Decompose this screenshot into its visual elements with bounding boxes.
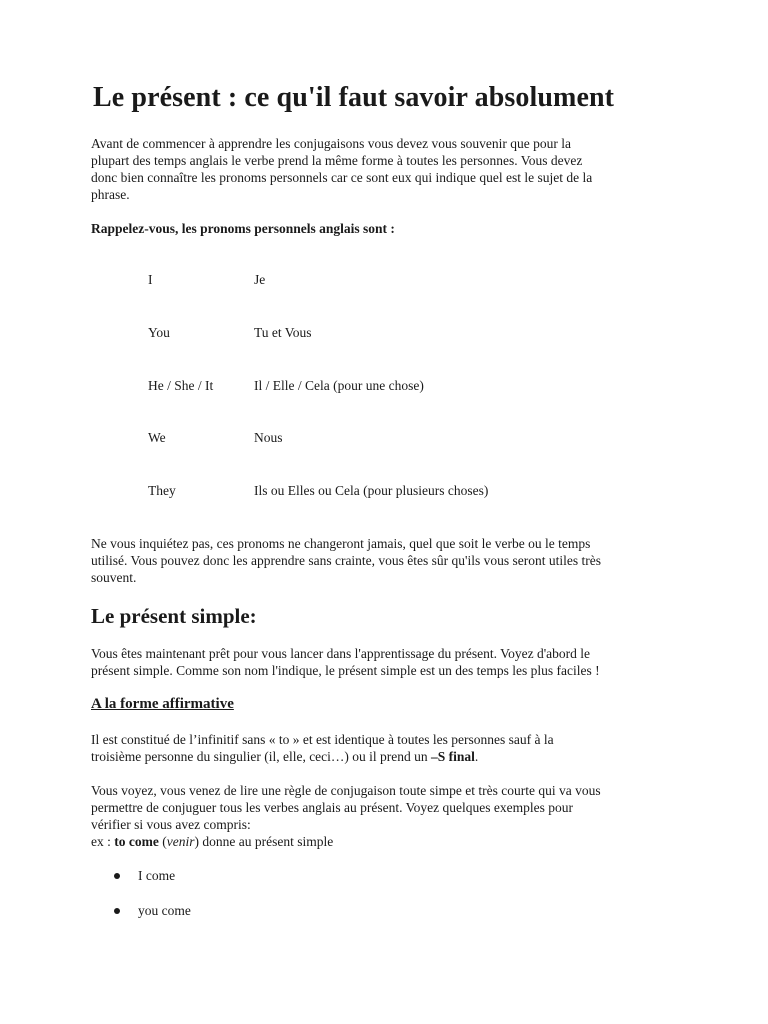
pronoun-english: You	[148, 325, 170, 340]
rule-paragraph	[91, 731, 691, 765]
example-close: ) donne au présent simple	[194, 834, 334, 849]
bullet-icon	[114, 908, 120, 914]
pronoun-french: Ils ou Elles ou Cela (pour plusieurs choses)	[254, 483, 489, 498]
list-item-text: I come	[138, 868, 176, 883]
pronoun-row	[148, 272, 648, 290]
page-title: Le présent : ce qu'il faut savoir absolument	[93, 82, 615, 113]
example-verb: to come	[114, 834, 159, 849]
section-intro-paragraph	[91, 645, 691, 679]
example-intro-paragraph	[91, 782, 691, 850]
rule-emphasis: –S final	[431, 749, 475, 764]
example-intro-line: vérifier si vous avez compris:	[91, 817, 251, 832]
rule-text: .	[474, 749, 479, 764]
intro-line: Avant de commencer à apprendre les conjugaisons vous devez vous souvenir que pour la	[91, 136, 571, 151]
rule-line	[91, 748, 691, 765]
pronoun-french: Je	[254, 272, 266, 287]
intro-line: plupart des temps anglais le verbe prend la même forme à toutes les personnes. Vous devez	[91, 153, 583, 168]
pronoun-english: I	[148, 272, 153, 287]
example-intro-line: permettre de conjuguer tous les verbes anglais au présent. Voyez quelques exemples pour	[91, 800, 573, 815]
pronoun-english: We	[148, 430, 166, 445]
pronoun-english: He / She / It	[148, 378, 214, 393]
pronoun-english: They	[148, 483, 176, 498]
intro-line: phrase.	[91, 187, 130, 202]
pronoun-row	[148, 325, 648, 343]
reminder-heading: Rappelez-vous, les pronoms personnels anglais sont :	[91, 221, 395, 236]
list-item-text: you come	[138, 903, 191, 918]
reassure-paragraph	[91, 535, 691, 586]
affirmative-heading: A la forme affirmative	[91, 696, 234, 712]
pronoun-row	[148, 483, 648, 501]
section-intro-line: Vous êtes maintenant prêt pour vous lancer dans l'apprentissage du présent. Voyez d'abord le	[91, 646, 590, 661]
pronoun-french: Il / Elle / Cela (pour une chose)	[254, 378, 424, 393]
rule-line: Il est constitué de l’infinitif sans « to » et est identique à toutes les personnes sauf à la	[91, 732, 554, 747]
reassure-line: utilisé. Vous pouvez donc les apprendre sans crainte, vous êtes sûr qu'ils vous seront utiles très	[91, 553, 601, 568]
reassure-line: souvent.	[91, 570, 137, 585]
example-open: (	[158, 834, 167, 849]
intro-line: donc bien connaître les pronoms personnels car ce sont eux qui indique quel est le sujet de la	[91, 170, 593, 185]
rule-text: troisième personne du singulier (il, elle, ceci…) ou il prend un	[91, 749, 432, 764]
section-intro-line: présent simple. Comme son nom l'indique, le présent simple est un des temps les plus faciles !	[91, 663, 600, 678]
bullet-icon	[114, 873, 120, 879]
example-translation: venir	[166, 834, 195, 849]
example-prefix: ex :	[91, 834, 115, 849]
reassure-line: Ne vous inquiétez pas, ces pronoms ne changeront jamais, quel que soit le verbe ou le temps	[91, 536, 591, 551]
intro-paragraph	[91, 135, 691, 203]
pronoun-row	[148, 430, 648, 448]
example-intro-line: Vous voyez, vous venez de lire une règle de conjugaison toute simpe et très courte qui va vous	[91, 783, 601, 798]
example-line	[91, 833, 691, 850]
section-title: Le présent simple:	[91, 604, 257, 628]
pronoun-french: Nous	[254, 430, 283, 445]
pronoun-french: Tu et Vous	[254, 325, 312, 340]
pronoun-row	[148, 378, 648, 396]
